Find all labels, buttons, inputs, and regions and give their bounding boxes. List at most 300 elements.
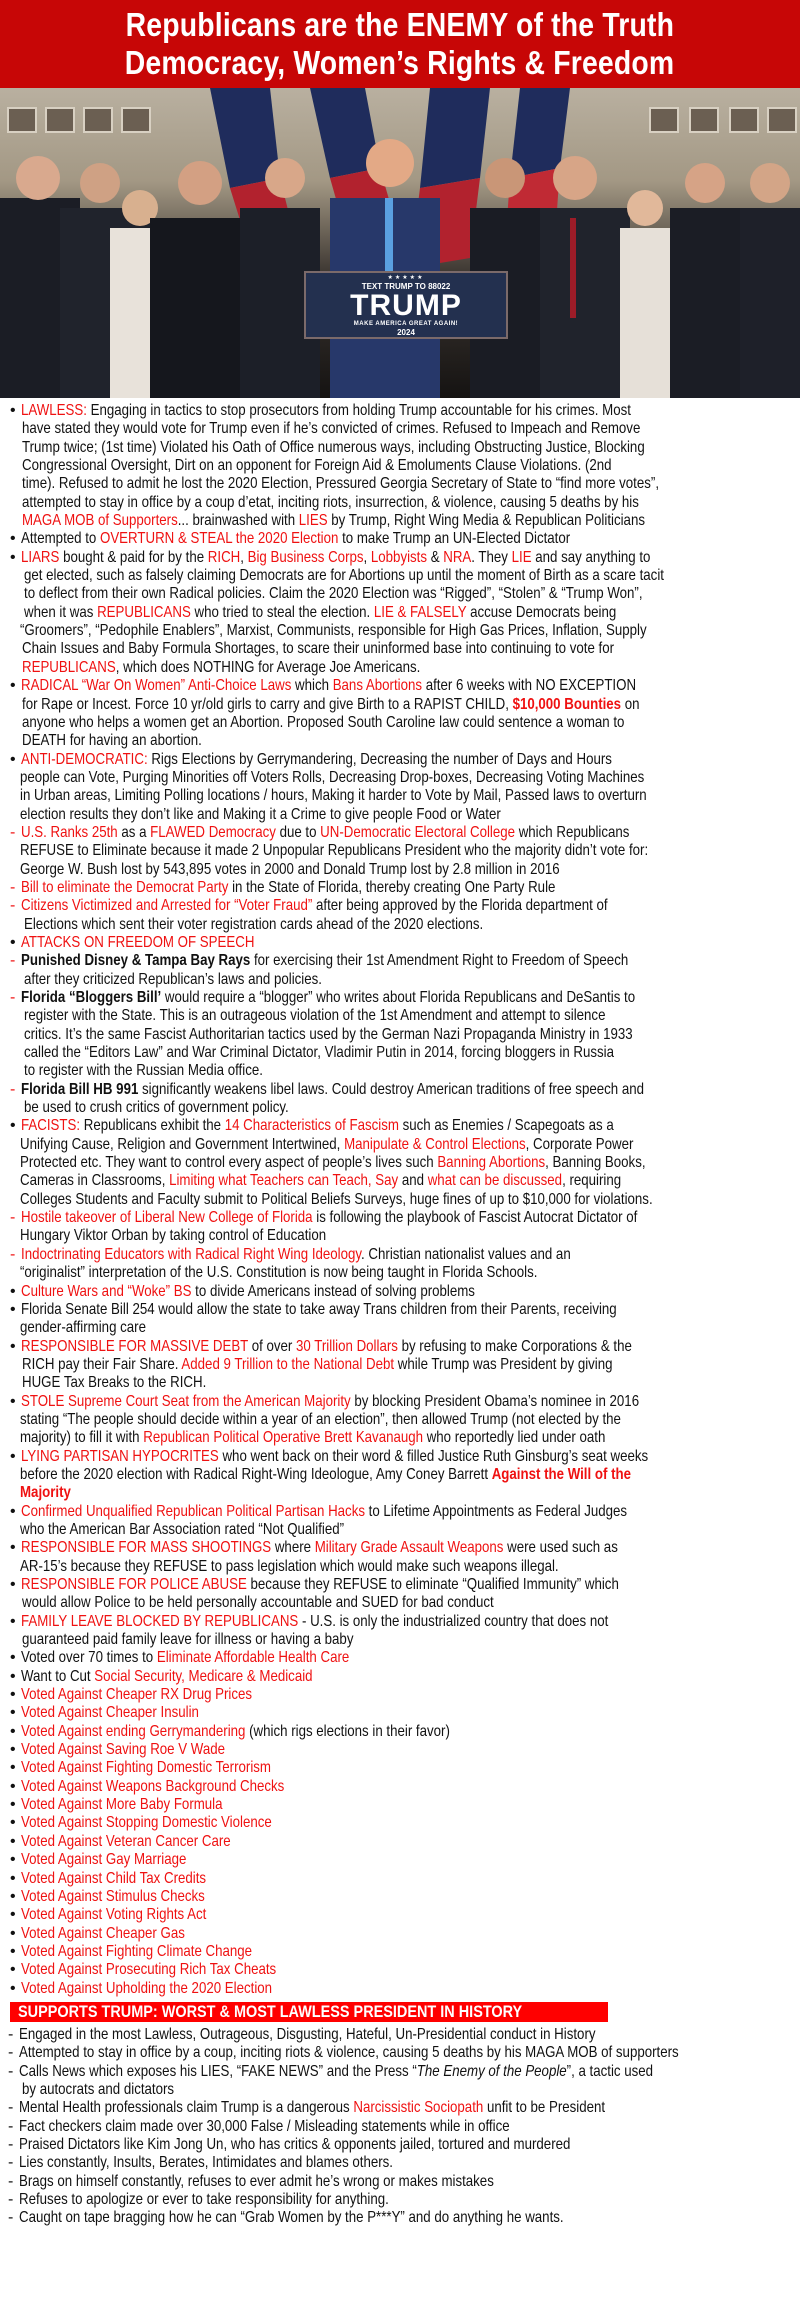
highlight-text: FLAWED Democracy — [150, 823, 276, 841]
highlight-text: Voted Against Saving Roe V Wade — [21, 1741, 226, 1759]
highlight-text: REPUBLICANS — [97, 603, 191, 621]
highlight-text: RESPONSIBLE FOR MASSIVE DEBT — [21, 1337, 249, 1355]
body-text: HUGE Tax Breaks to the RICH. — [22, 1374, 207, 1392]
list-item — [0, 402, 800, 420]
body-text: , which does NOTHING for Average Joe Americans. — [115, 658, 421, 676]
body-text: and say anything to — [531, 548, 651, 566]
list-item — [0, 989, 800, 1007]
line-text — [20, 1484, 71, 1502]
list-item — [0, 1980, 800, 1998]
bullet-icon: • — [10, 1851, 16, 1869]
bullet-icon: • — [10, 677, 16, 695]
highlight-text: $10,000 Bounties — [512, 695, 622, 713]
body-text: who reportedly lied under oath — [423, 1429, 606, 1447]
line-text — [24, 567, 664, 585]
line-text — [22, 494, 639, 512]
highlight-text: LIES — [298, 512, 328, 530]
bullet-icon: • — [10, 1300, 16, 1318]
list-item — [0, 1833, 800, 1851]
bullet-icon: • — [10, 402, 16, 419]
highlight-text: Eliminate Affordable Health Care — [156, 1649, 350, 1667]
line-text — [20, 1191, 653, 1209]
bullet-icon: • — [10, 1869, 16, 1887]
line-text — [21, 1117, 614, 1135]
body-text: is following the playbook of Fascist Autocrat Dictator of — [312, 1209, 638, 1227]
line-text — [21, 1209, 637, 1227]
body-text: The Enemy of the People — [416, 2062, 567, 2080]
body-text: because they REFUSE to eliminate “Qualified Immunity” which — [246, 1576, 619, 1593]
dash-icon: - — [10, 1209, 16, 1227]
body-text: who the American Bar Association rated “Not Qualified” — [20, 1520, 345, 1538]
bullet-icon: • — [10, 1814, 16, 1832]
list-item-continuation — [0, 2081, 800, 2099]
line-text — [21, 1539, 618, 1557]
body-text: Attempted to — [21, 530, 100, 548]
body-text: anyone who helps a women get an Abortion. Proposed South Caroline law could sentence a woman to — [22, 713, 625, 731]
header-banner — [0, 0, 800, 88]
list-item-continuation — [0, 1319, 800, 1337]
highlight-text: Voted Against Veteran Cancer Care — [21, 1832, 231, 1850]
list-item — [0, 1338, 800, 1356]
body-text: Colleges Students and Faculty submit to Political Beliefs Surveys, huge fines of up to $10,000 for violations. — [20, 1190, 653, 1208]
highlight-text: Voted Against Cheaper Insulin — [21, 1704, 199, 1722]
list-item — [0, 1943, 800, 1961]
list-item-continuation — [0, 696, 800, 714]
section-header-wrap — [0, 2002, 800, 2026]
list-item — [0, 1576, 800, 1594]
line-text — [21, 1906, 206, 1924]
body-text: due to — [275, 823, 321, 841]
highlight-text: Voted Against Fighting Domestic Terrorism — [21, 1759, 271, 1777]
list-item — [0, 824, 800, 842]
line-text — [21, 751, 612, 769]
list-item-continuation — [0, 1007, 800, 1025]
bullet-icon: • — [10, 1686, 16, 1704]
list-item-continuation — [0, 659, 800, 677]
list-item — [0, 549, 800, 567]
talking-points — [0, 402, 800, 2228]
list-item — [0, 1723, 800, 1741]
body-text: by blocking President Obama’s nominee in 2016 — [350, 1392, 640, 1410]
body-text: gender-affirming care — [20, 1319, 146, 1337]
body-text: “originalist” interpretation of the U.S. Constitution is now being taught in Florida Schools. — [20, 1264, 538, 1282]
list-item-continuation — [0, 1191, 800, 1209]
line-text — [20, 1466, 631, 1484]
body-text: critics. It’s the same Fascist Authoritarian tactics used by the German Nazi Propaganda Ministry in 1933 — [24, 1025, 633, 1043]
line-text — [21, 1888, 205, 1906]
line-text — [21, 1613, 608, 1631]
bullet-icon: • — [10, 1392, 16, 1410]
line-text — [19, 2099, 605, 2117]
list-item — [0, 2099, 800, 2117]
highlight-text: Lobbyists — [370, 548, 427, 566]
list-item — [0, 1393, 800, 1411]
bullet-icon: • — [10, 548, 16, 566]
line-text — [21, 1301, 617, 1319]
highlight-text: Bill to eliminate the Democrat Party — [21, 878, 229, 896]
line-text — [24, 604, 616, 622]
line-text — [22, 1356, 613, 1374]
line-text — [20, 787, 647, 805]
body-text: Florida Bill HB 991 — [21, 1080, 139, 1098]
list-item-continuation — [0, 1374, 800, 1392]
body-text: Brags on himself constantly, refuses to ever admit he’s wrong or makes mistakes — [19, 2172, 494, 2190]
line-text — [21, 1668, 313, 1686]
list-item — [0, 1649, 800, 1667]
line-text — [22, 714, 624, 732]
line-text — [21, 1759, 271, 1777]
highlight-text: STOLE Supreme Court Seat from the American Majority — [21, 1392, 351, 1410]
highlight-text: Bans Abortions — [332, 677, 423, 695]
body-text: Hungary Viktor Orban by taking control of Education — [20, 1227, 327, 1245]
list-item-continuation — [0, 1099, 800, 1117]
list-item-continuation — [0, 475, 800, 493]
list-item-continuation — [0, 1631, 800, 1649]
list-item — [0, 1961, 800, 1979]
list-item — [0, 897, 800, 915]
line-text — [21, 1741, 225, 1759]
highlight-text: Limiting what Teachers can Teach, Say — [169, 1172, 399, 1190]
body-text: , Corporate Power — [525, 1135, 634, 1153]
line-text — [20, 1558, 559, 1576]
list-item-continuation — [0, 1062, 800, 1080]
highlight-text: Voted Against Weapons Background Checks — [21, 1777, 285, 1795]
body-text: which Republicans — [515, 823, 630, 841]
body-text: and — [398, 1172, 428, 1190]
body-text: Protected etc. They want to control every aspect of people’s lives such — [20, 1154, 438, 1172]
bullet-icon: • — [10, 1576, 16, 1593]
list-item — [0, 677, 800, 695]
list-item — [0, 2136, 800, 2154]
list-item-continuation — [0, 1484, 800, 1502]
line-text — [21, 897, 608, 915]
line-text — [20, 1136, 633, 1154]
line-text — [21, 1283, 475, 1301]
body-text: Lies constantly, Insults, Berates, Intimidates and blames others. — [19, 2154, 393, 2172]
line-text — [21, 1704, 199, 1722]
dash-icon: - — [8, 2044, 14, 2062]
body-text: be used to crush critics of government policy. — [24, 1099, 289, 1117]
body-text: who went back on their word & filled Justice Ruth Ginsburg’s seat weeks — [218, 1447, 649, 1465]
line-text — [21, 549, 650, 567]
body-text: Congressional Oversight, Dirt on an opponent for Foreign Aid & Emoluments Clause Violations. (2nd — [22, 457, 612, 475]
podium-slogan: MAKE AMERICA GREAT AGAIN! — [353, 321, 459, 327]
body-text: to deflect from their own Radical policies. Claim the 2020 Election was “Rigged”, “Stolen” & “Trump Won”, — [24, 585, 643, 603]
highlight-text: Voted Against Cheaper Gas — [21, 1924, 185, 1942]
highlight-text: Big Business Corps — [247, 548, 364, 566]
dash-icon: - — [8, 2099, 14, 2117]
body-text: bought & paid for by the — [59, 548, 208, 566]
headline-line-2: Democracy, Women’s Rights & Freedom — [125, 44, 675, 81]
list-item — [0, 934, 800, 952]
line-text — [21, 1649, 349, 1667]
line-text — [21, 402, 631, 420]
line-text — [20, 861, 560, 879]
highlight-text: Manipulate & Control Elections — [344, 1135, 526, 1153]
highlight-text: U.S. Ranks 25th — [21, 823, 118, 841]
body-text: to register with the Russian Media office. — [24, 1062, 263, 1080]
body-text: in the State of Florida, thereby creating One Party Rule — [228, 878, 556, 896]
highlight-text: Against the Will of the — [491, 1465, 632, 1483]
list-item-continuation — [0, 842, 800, 860]
list-item — [0, 1906, 800, 1924]
highlight-text: Majority — [20, 1484, 71, 1502]
body-text: attempted to stay in office by a coup d’etat, inciting riots, insurrection, & violence, causing 5 deaths by his — [22, 493, 639, 511]
body-text: to divide Americans instead of solving problems — [191, 1282, 475, 1300]
photo-scene — [0, 88, 800, 398]
body-text: when it was — [24, 603, 98, 621]
highlight-text: Voted Against Gay Marriage — [21, 1851, 187, 1869]
list-item — [0, 2044, 800, 2062]
line-text — [21, 1796, 223, 1814]
highlight-text: RICH — [207, 548, 241, 566]
bullet-icon: • — [10, 1539, 16, 1557]
line-text — [22, 475, 659, 493]
list-item — [0, 2154, 800, 2172]
list-item — [0, 1668, 800, 1686]
podium-name: TRUMP — [350, 289, 462, 322]
line-text — [21, 1980, 272, 1998]
body-text: (which rigs elections in their favor) — [245, 1722, 450, 1740]
highlight-text: LAWLESS: — [21, 402, 87, 419]
podium-sms-text: TEXT TRUMP TO 88022 — [361, 282, 451, 291]
list-item — [0, 2026, 800, 2044]
podium-sign — [304, 271, 508, 339]
line-text — [21, 952, 628, 970]
list-item — [0, 1301, 800, 1319]
highlight-text: OVERTURN & STEAL the 2020 Election — [99, 530, 339, 548]
list-item — [0, 530, 800, 548]
list-item — [0, 1246, 800, 1264]
body-text: called the “Editors Law” and War Criminal Dictator, Vladimir Putin in 2014, forcing bloggers in Russia — [24, 1044, 614, 1062]
list-item-continuation — [0, 714, 800, 732]
bullet-icon: • — [10, 1667, 16, 1685]
bullet-icon: • — [10, 1759, 16, 1777]
body-text: by Trump, Right Wing Media & Republican Politicians — [327, 512, 645, 530]
highlight-text: LIARS — [21, 548, 60, 566]
highlight-text: 30 Trillion Dollars — [296, 1337, 398, 1355]
highlight-text: Social Security, Medicare & Medicaid — [94, 1667, 313, 1685]
highlight-text: LIE — [511, 548, 532, 566]
bullet-icon: • — [10, 1924, 16, 1942]
list-item-continuation — [0, 971, 800, 989]
highlight-text: Voted Against ending Gerrymandering — [21, 1722, 246, 1740]
body-text: Engaging in tactics to stop prosecutors from holding Trump accountable for his crimes. Most — [86, 402, 631, 419]
body-text: , — [363, 548, 371, 566]
highlight-text: Narcissistic Sociopath — [353, 2099, 484, 2117]
list-item-continuation — [0, 787, 800, 805]
list-item-continuation — [0, 1356, 800, 1374]
line-text — [21, 824, 629, 842]
line-text — [24, 971, 322, 989]
body-text: ... brainwashed with — [177, 512, 299, 530]
line-text — [22, 732, 202, 750]
dash-icon: - — [10, 952, 16, 970]
list-item-continuation — [0, 604, 800, 622]
list-item — [0, 1759, 800, 1777]
line-text — [24, 1044, 614, 1062]
line-text — [20, 1429, 605, 1447]
bullet-icon: • — [10, 1447, 16, 1465]
highlight-text: REPUBLICANS — [22, 658, 116, 676]
line-text — [21, 1870, 206, 1888]
line-text — [20, 1172, 621, 1190]
line-text — [20, 1411, 621, 1429]
line-text — [21, 530, 570, 548]
wall-frames — [8, 108, 796, 132]
body-text: Florida Senate Bill 254 would allow the state to take away Trans children from their Parents, receiving — [21, 1300, 617, 1318]
body-text: significantly weakens libel laws. Could destroy American traditions of free speech and — [138, 1080, 644, 1098]
list-item — [0, 1503, 800, 1521]
list-item — [0, 1851, 800, 1869]
line-text — [21, 989, 635, 1007]
body-text: Praised Dictators like Kim Jong Un, who has critics & opponents jailed, tortured and murdered — [19, 2135, 571, 2153]
line-text — [19, 2154, 393, 2172]
line-text — [22, 1631, 353, 1649]
body-text: Voted over 70 times to — [21, 1649, 157, 1667]
highlight-text: Added 9 Trillion to the National Debt — [181, 1355, 395, 1373]
list-item-continuation — [0, 1044, 800, 1062]
line-text — [21, 1576, 619, 1594]
bullet-icon: • — [10, 1979, 16, 1997]
body-text: Calls News which exposes his LIES, “FAKE NEWS” and the Press “ — [19, 2062, 417, 2080]
list-item — [0, 1741, 800, 1759]
body-text: AR-15’s because they REFUSE to pass legislation which would make such weapons illegal. — [20, 1557, 559, 1575]
bullet-icon: • — [10, 1649, 16, 1667]
body-text: Caught on tape bragging how he can “Grab Women by the P***Y” and do anything he wants. — [19, 2209, 564, 2227]
body-text: accuse Democrats being — [466, 603, 617, 621]
body-text: , — [240, 548, 248, 566]
highlight-text: UN-Democratic Electoral College — [320, 823, 516, 841]
highlight-text: Voted Against Voting Rights Act — [21, 1906, 207, 1924]
line-text — [24, 1026, 633, 1044]
bullet-icon: • — [10, 1741, 16, 1759]
bullet-icon: • — [10, 1704, 16, 1722]
list-item — [0, 1814, 800, 1832]
body-text: “Groomers”, “Pedophile Enablers”, Marxist, Communists, responsible for High Gas Prices, Inflation, Supply — [20, 622, 647, 640]
line-text — [19, 2136, 570, 2154]
line-text — [21, 1833, 231, 1851]
line-text — [24, 1062, 263, 1080]
headline-line-1: Republicans are the ENEMY of the Truth — [125, 6, 675, 43]
body-text: Refuses to apologize or ever to take responsibility for anything. — [19, 2191, 389, 2208]
list-item-continuation — [0, 732, 800, 750]
highlight-text: Voted Against More Baby Formula — [21, 1796, 223, 1814]
list-item — [0, 1283, 800, 1301]
list-item — [0, 952, 800, 970]
body-text: Trump twice; (1st time) Violated his Oath of Office numerous ways, including Obstructing Justice, Blocking — [22, 438, 645, 456]
line-text — [21, 1814, 272, 1832]
body-text: Engaged in the most Lawless, Outrageous, Disgusting, Hateful, Un-Presidential conduct in History — [19, 2025, 596, 2043]
line-text — [20, 842, 648, 860]
body-text: people can Vote, Purging Minorities off Voters Rolls, Decreasing Drop-boxes, Decreasing Voting Machines — [20, 768, 645, 786]
body-text: after being approved by the Florida department of — [312, 897, 608, 915]
dash-icon: - — [8, 2191, 14, 2208]
body-text: . Christian nationalist values and an — [361, 1245, 571, 1263]
dash-icon: - — [8, 2025, 14, 2043]
list-item — [0, 1081, 800, 1099]
line-text — [21, 1448, 648, 1466]
section-header-text: SUPPORTS TRUMP: WORST & MOST LAWLESS PRESIDENT IN HISTORY — [18, 2001, 523, 2021]
highlight-text: Voted Against Fighting Climate Change — [21, 1942, 253, 1960]
highlight-text: 14 Characteristics of Fascism — [224, 1117, 399, 1135]
line-text — [24, 1007, 605, 1025]
podium-year: 2024 — [397, 328, 415, 337]
list-item — [0, 1448, 800, 1466]
highlight-text: Voted Against Prosecuting Rich Tax Cheats — [21, 1961, 277, 1979]
line-text — [21, 1723, 450, 1741]
line-text — [20, 1227, 326, 1245]
line-text — [21, 1686, 252, 1704]
line-text — [21, 1081, 644, 1099]
highlight-text: Voted Against Stopping Domestic Violence — [21, 1814, 272, 1832]
dash-icon: - — [10, 823, 16, 841]
body-text: , requiring — [562, 1172, 622, 1190]
body-text: as a — [117, 823, 151, 841]
body-text: REFUSE to Eliminate because it made 2 Unpopular Republicans President who the majority didn’t vote for: — [20, 842, 649, 860]
body-text: Attempted to stay in office by a coup, inciting riots & violence, causing 5 deaths by his MAGA MOB of supporters — [19, 2044, 679, 2062]
dash-icon: - — [8, 2209, 14, 2227]
bullet-icon: • — [10, 1832, 16, 1850]
body-text: before the 2020 election with Radical Right-Wing Ideologue, Amy Coney Barrett — [20, 1465, 492, 1483]
line-text — [20, 622, 647, 640]
dash-icon: - — [8, 2135, 14, 2153]
list-item-continuation — [0, 1466, 800, 1484]
list-item-continuation — [0, 420, 800, 438]
line-text — [21, 879, 555, 897]
highlight-text: Republican Political Operative Brett Kavanaugh — [143, 1429, 424, 1447]
list-item — [0, 2173, 800, 2191]
line-text — [21, 934, 254, 952]
line-text — [24, 1099, 289, 1117]
list-item-continuation — [0, 1026, 800, 1044]
highlight-text: Military Grade Assault Weapons — [314, 1539, 504, 1557]
line-text — [19, 2118, 510, 2136]
list-item — [0, 1888, 800, 1906]
bullet-icon: • — [10, 1796, 16, 1814]
body-text: register with the State. This is an outrageous violation of the 1st Amendment and attempt to silence — [24, 1007, 606, 1025]
highlight-text: Confirmed Unqualified Republican Political Partisan Hacks — [21, 1502, 365, 1520]
body-text: while Trump was President by giving — [394, 1355, 613, 1373]
highlight-text: Voted Against Cheaper RX Drug Prices — [21, 1686, 253, 1704]
body-text: stating “The people should decide within a year of an election”, then allowed Trump (not elected by the — [20, 1410, 621, 1428]
list-item — [0, 1925, 800, 1943]
line-text — [20, 806, 501, 824]
line-text — [21, 1246, 571, 1264]
line-text — [22, 420, 640, 438]
line-text — [21, 1778, 284, 1796]
dash-icon: - — [10, 878, 16, 896]
body-text: . They — [471, 548, 512, 566]
body-text: Rigs Elections by Gerrymandering, Decreasing the number of Days and Hours — [147, 750, 612, 768]
body-text: which — [291, 677, 333, 695]
list-item-continuation — [0, 1429, 800, 1447]
body-text: Chain Issues and Baby Formula Shortages, to scare their uninformed base into continuing to vote for — [22, 640, 615, 658]
body-text: Cameras in Classrooms, — [20, 1172, 170, 1190]
line-text — [22, 2081, 174, 2099]
list-item-continuation — [0, 512, 800, 530]
line-text — [21, 1961, 276, 1979]
dash-icon: - — [10, 1245, 16, 1263]
list-item-continuation — [0, 1521, 800, 1539]
body-text: by refusing to make Corporations & the — [397, 1337, 632, 1355]
line-text — [21, 1925, 185, 1943]
line-text — [20, 769, 644, 787]
list-item-continuation — [0, 567, 800, 585]
list-item — [0, 1870, 800, 1888]
press-conference-photo — [0, 88, 800, 398]
body-text: would allow Police to be held personally accountable and SUED for bad conduct — [22, 1594, 494, 1612]
